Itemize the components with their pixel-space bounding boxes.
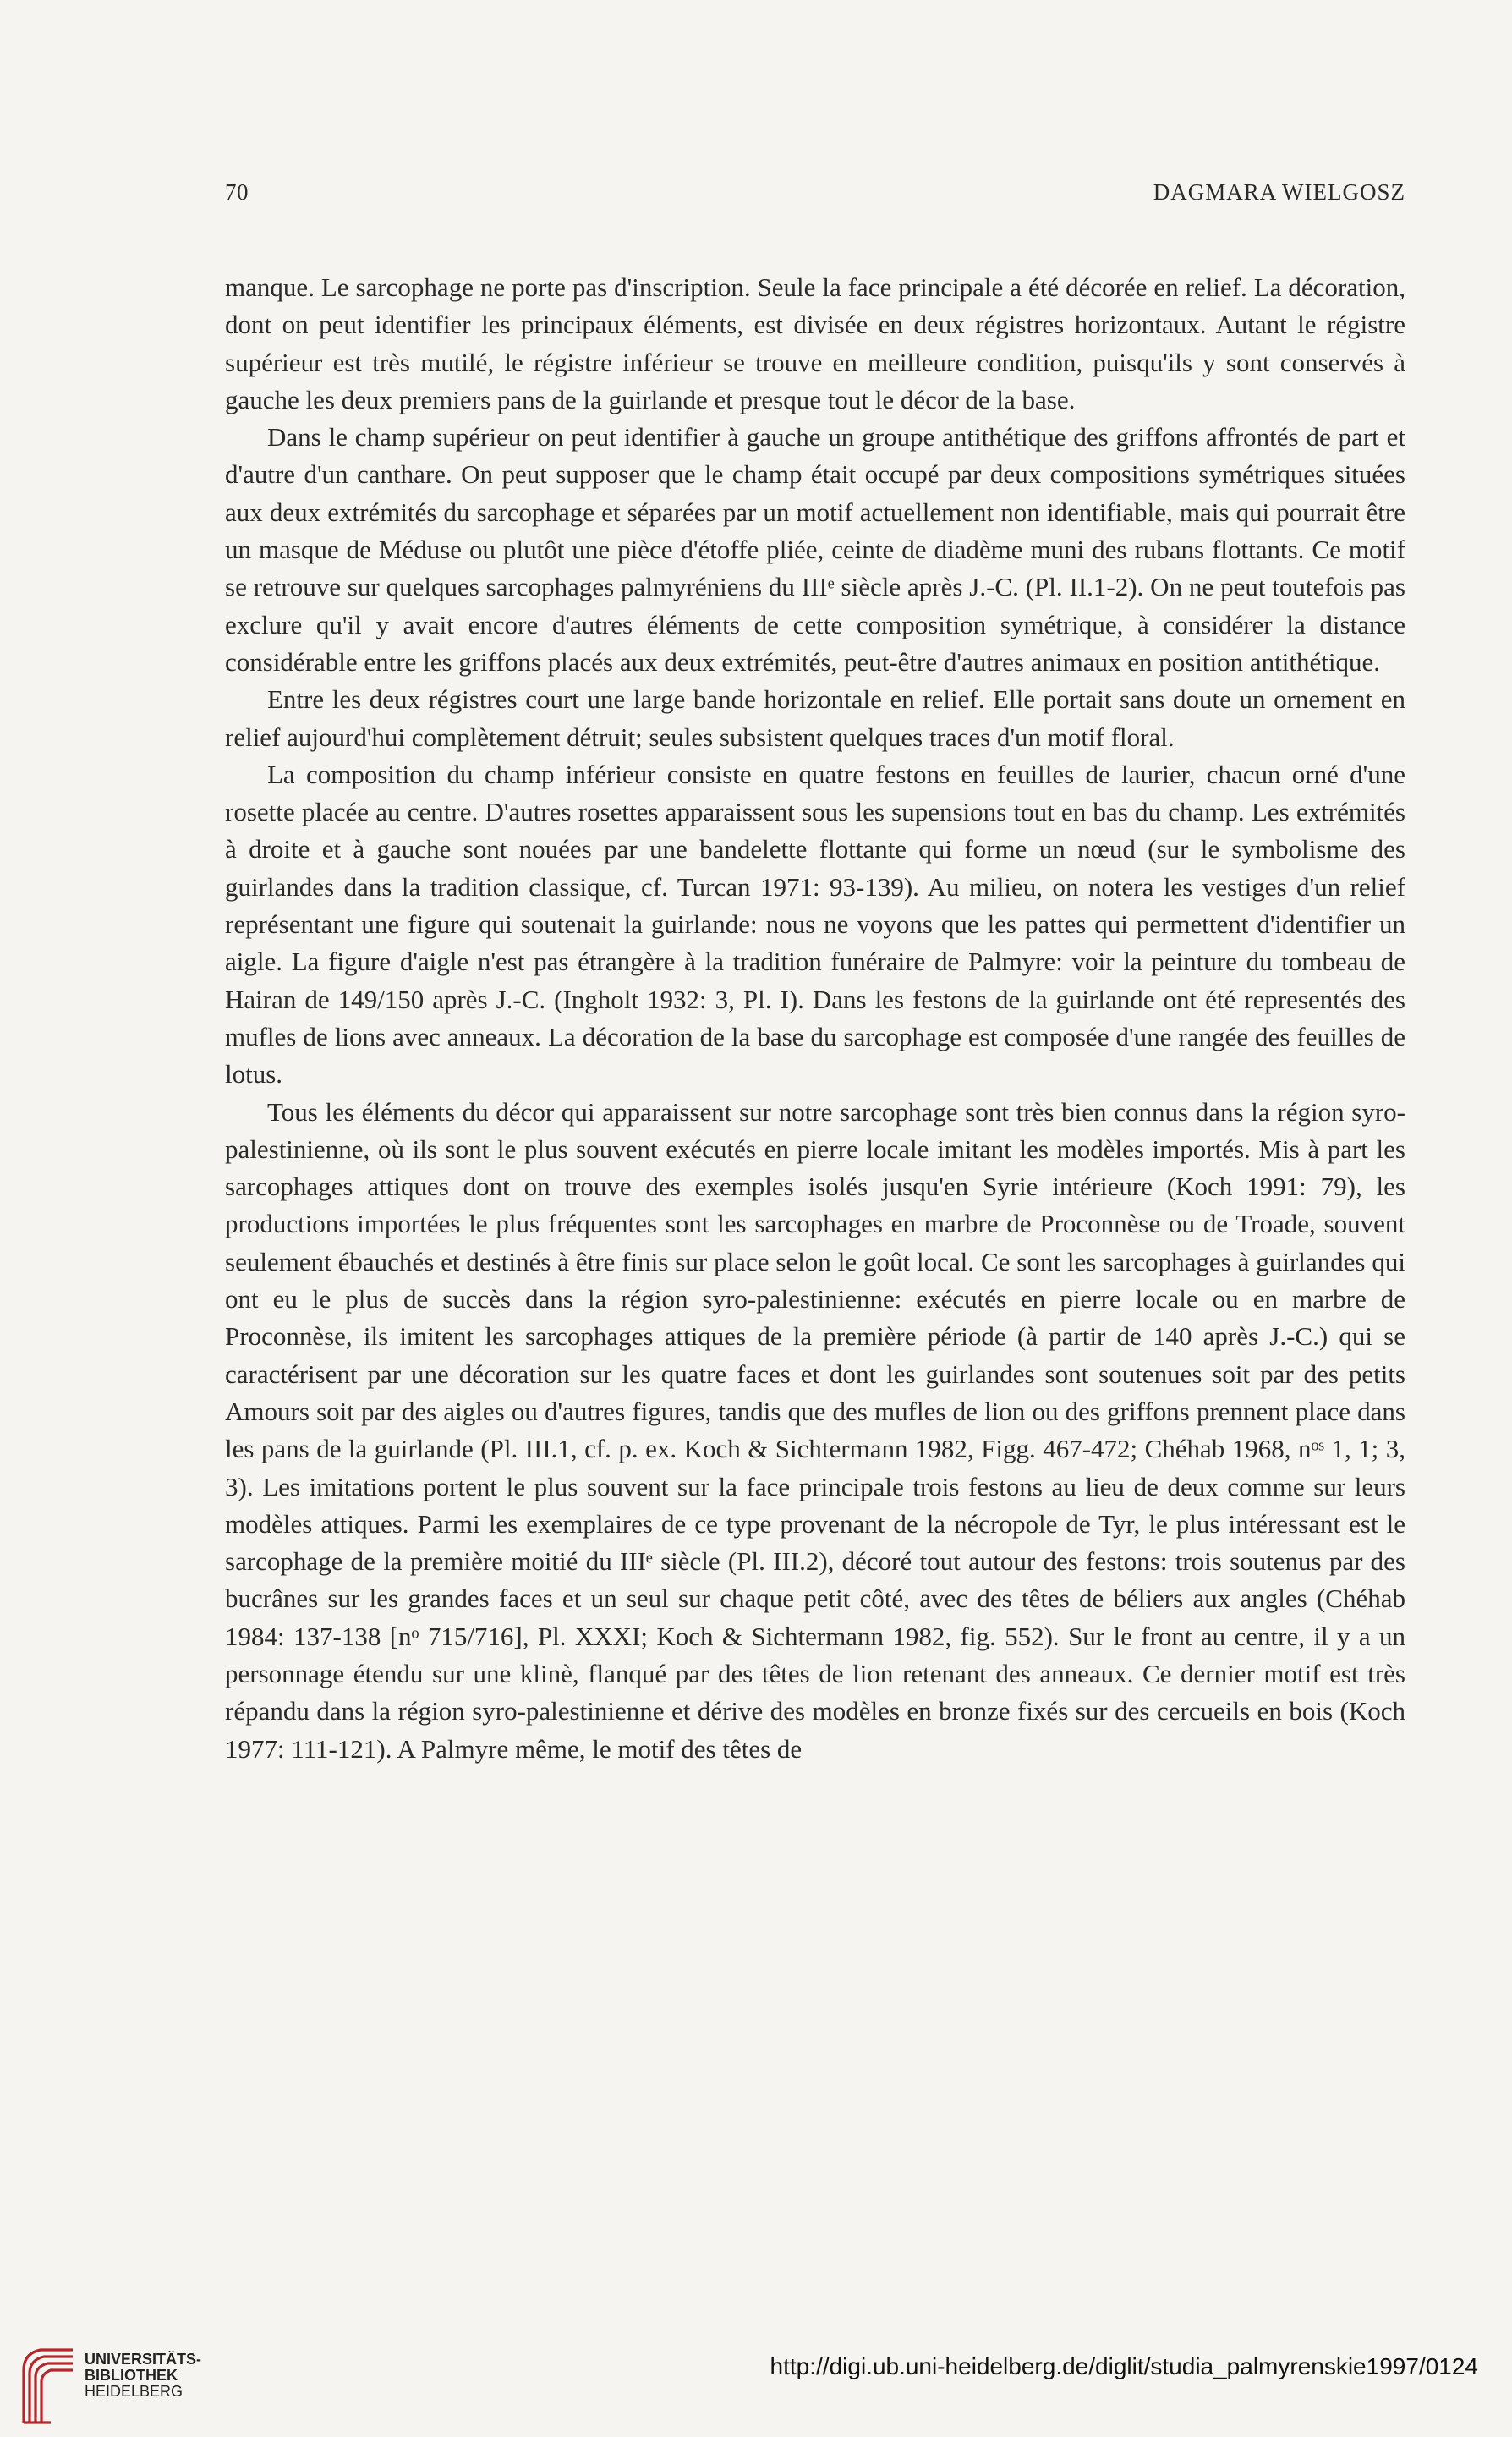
library-name	[85, 2352, 201, 2400]
paragraph: Tous les éléments du décor qui apparaissent sur notre sarcophage sont très bien connus dans la région syro-palestinienne, où ils sont le plus souvent exécutés en pierre locale imitant les modèles importés. Mis à part les sarcophages attiques dont on trouve des exemples isolés jusqu'en Syrie intérieure (Koch 1991: 79), les productions importées le plus fréquentes sont les sarcophages en marbre de Proconnèse ou de Troade, souvent seulement ébauchés et destinés à être finis sur place selon le goût local. Ce sont les sarcophages à guirlandes qui ont eu le plus de succès dans la région syro-palestinienne: exécutés en pierre locale ou en marbre de Proconnèse, ils imitent les sarcophages attiques de la première période (à partir de 140 après J.-C.) qui se caractérisent par une décoration sur les quatre faces et dont les guirlandes sont soutenues soit par des petits Amours soit par des aigles ou d'autres figures, tandis que des mufles de lion ou des griffons prennent place dans les pans de la guirlande (Pl. III.1, cf. p. ex. Koch & Sichtermann 1982, Figg. 467-472; Chéhab 1968, nᵒˢ 1, 1; 3, 3). Les imitations portent le plus souvent sur la face principale trois festons au lieu de deux comme sur leurs modèles attiques. Parmi les exemplaires de ce type provenant de la nécropole de Tyr, le plus intéressant est le sarcophage de la première moitié du IIIᵉ siècle (Pl. III.2), décoré tout autour des festons: trois soutenus par des bucrânes sur les grandes faces et un seul sur chaque petit côté, avec des têtes de béliers aux angles (Chéhab 1984: 137-138 [nᵒ 715/716], Pl. XXXI; Koch & Sichtermann 1982, fig. 552). Sur le front au centre, il y a un personnage étendu sur une klinè, flanqué par des têtes de lion retenant des anneaux. Ce dernier motif est très répandu dans la région syro-palestinienne et dérive des modèles en bronze fixés sur des cercueils en bois (Koch 1977: 111-121). A Palmyre même, le motif des têtes de	[225, 1096, 1405, 1764]
page-number: 70	[225, 179, 249, 205]
body-text	[225, 269, 1405, 1768]
library-name-line: UNIVERSITÄTS-	[85, 2351, 202, 2368]
paragraph: La composition du champ inférieur consiste en quatre festons en feuilles de laurier, chacun orné d'une rosette placée au centre. D'autres rosettes apparaissent sous les supensions tout en bas du champ. Les extrémités à droite et à gauche sont nouées par une bandelette flottante qui forme un nœud (sur le symbolisme des guirlandes dans la tradition classique, cf. Turcan 1971: 93-139). Au milieu, on notera les vestiges d'un relief représentant une figure qui soutenait la guirlande: nous ne voyons que les pattes qui permettent d'identifier un aigle. La figure d'aigle n'est pas étrangère à la tradition funéraire de Palmyre: voir la peinture du tombeau de Hairan de 149/150 après J.-C. (Ingholt 1932: 3, Pl. I). Dans les festons de la guirlande ont été representés des mufles de lions avec anneaux. La décoration de la base du sarcophage est composée d'une rangée des feuilles de lotus.	[225, 759, 1405, 1090]
author-name: DAGMARA WIELGOSZ	[1153, 179, 1405, 205]
paragraph: Dans le champ supérieur on peut identifier à gauche un groupe antithétique des griffons affrontés de part et d'autre d'un canthare. On peut supposer que le champ était occupé par deux compositions symétriques situées aux deux extrémités du sarcophage et séparées par un motif actuellement non identifiable, mais qui pourrait être un masque de Méduse ou plutôt une pièce d'étoffe pliée, ceinte de diadème muni des rubans flottants. Ce motif se retrouve sur quelques sarcophages palmyréniens du IIIᵉ siècle après J.-C. (Pl. II.1-2). On ne peut toutefois pas exclure qu'il y avait encore d'autres éléments de cette composition symétrique, à considérer la distance considérable entre les griffons placés aux deux extrémités, peut-être d'autres animaux en position antithétique.	[225, 422, 1405, 677]
library-name-line: HEIDELBERG	[85, 2383, 184, 2400]
paragraph: manque. Le sarcophage ne porte pas d'inscription. Seule la face principale a été décorée en relief. La décoration, dont on peut identifier les principaux éléments, est divisée en deux régistres horizontaux. Autant le régistre supérieur est très mutilé, le régistre inférieur se trouve en meilleure condition, puisqu'ils y sont conservés à gauche les deux premiers pans de la guirlande et presque tout le décor de la base.	[225, 272, 1405, 414]
paragraph: Entre les deux régistres court une large bande horizontale en relief. Elle portait sans doute un ornement en relief aujourd'hui complètement détruit; seules subsistent quelques traces d'un motif floral.	[225, 684, 1405, 752]
library-logo-icon	[17, 2345, 76, 2426]
source-url-link[interactable]: http://digi.ub.uni-heidelberg.de/diglit/studia_palmyrenskie1997/0124	[770, 2353, 1478, 2379]
library-name-line: BIBLIOTHEK	[85, 2367, 178, 2384]
footer	[0, 2326, 1512, 2437]
